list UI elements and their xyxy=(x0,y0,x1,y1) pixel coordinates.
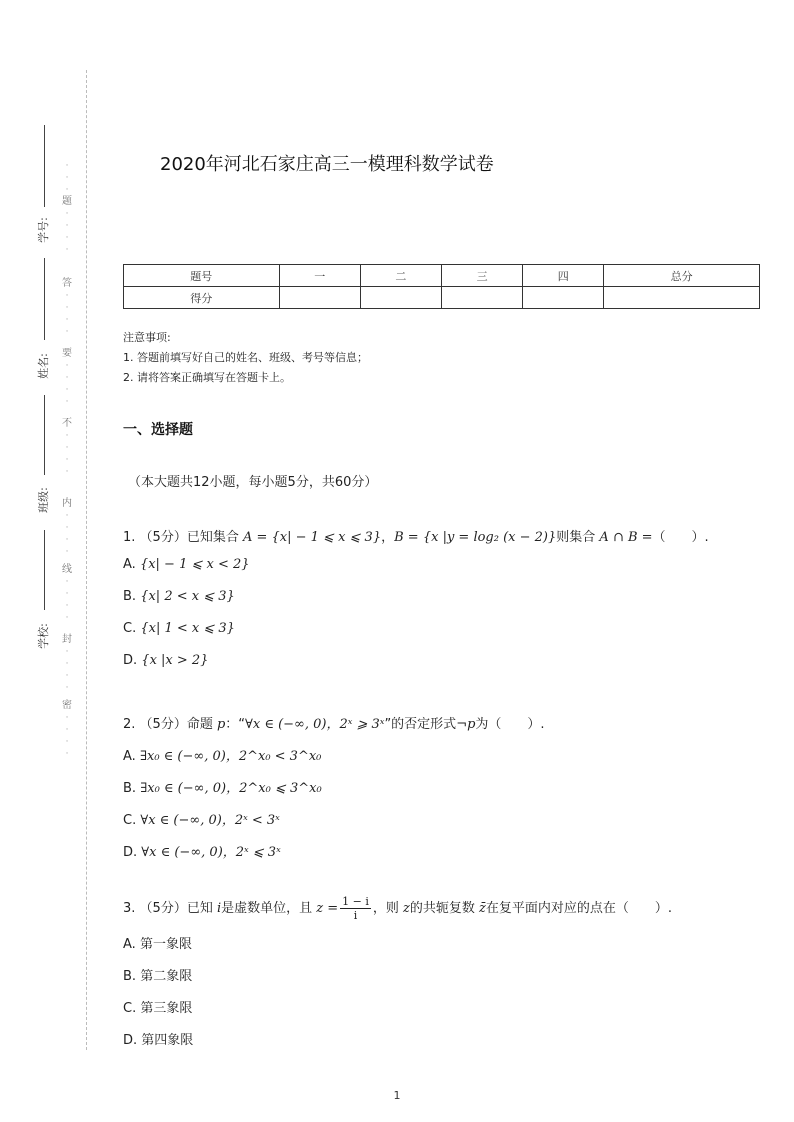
option-label: D. xyxy=(123,653,138,668)
score-row-label: 得分 xyxy=(124,287,280,309)
option-text: {x| 1 < x ⩽ 3} xyxy=(140,621,235,636)
question-number: 3. xyxy=(123,901,136,916)
option-label: A. xyxy=(123,749,136,764)
binding-margin xyxy=(0,0,95,1122)
math-expr: z̄ xyxy=(479,901,486,916)
score-header-cell: 题号 xyxy=(124,265,280,287)
notes-heading: 注意事项: xyxy=(123,331,171,344)
notes-item: 2. 请将答案正确填写在答题卡上。 xyxy=(123,371,291,384)
score-cell xyxy=(441,287,522,309)
score-cell xyxy=(604,287,760,309)
question-2-option-d xyxy=(123,841,281,860)
question-3-option-b xyxy=(123,965,192,984)
student-id-line xyxy=(44,125,45,207)
option-label: C. xyxy=(123,621,137,636)
cut-line xyxy=(86,70,87,1050)
question-1-option-b xyxy=(123,589,235,604)
question-2-option-a xyxy=(123,745,321,764)
score-cell xyxy=(523,287,604,309)
stem-text: （ ）. xyxy=(652,530,709,545)
option-text: {x |x > 2} xyxy=(141,653,209,668)
section-title: 一、选择题 xyxy=(123,422,193,438)
math-expr: ¬p xyxy=(456,717,476,732)
seal-char: 线 xyxy=(62,564,72,575)
fraction-denominator: i xyxy=(353,909,358,922)
math-expr: z xyxy=(403,901,410,916)
class-line xyxy=(44,395,45,475)
score-header-cell: 三 xyxy=(441,265,522,287)
option-text: ∃x₀ ∈ (−∞, 0)，2^x₀ < 3^x₀ xyxy=(139,749,322,764)
option-label: C. xyxy=(123,1001,137,1016)
question-number: 2. xyxy=(123,717,136,732)
score-cell xyxy=(279,287,360,309)
stem-text: （5分）已知集合 xyxy=(139,530,243,545)
option-label: A. xyxy=(123,937,136,952)
school-label: 学校: xyxy=(36,623,50,649)
math-expr: ∀x ∈ (−∞, 0)，2ˣ ⩾ 3ˣ xyxy=(245,717,385,732)
school-line xyxy=(44,530,45,610)
stem-text: 的共轭复数 xyxy=(409,901,480,916)
score-table xyxy=(123,264,760,309)
score-table-header-row xyxy=(124,265,760,287)
seal-char: 题 xyxy=(62,196,72,207)
math-expr: z = xyxy=(316,901,339,916)
option-label: B. xyxy=(123,969,137,984)
seal-char: 内 xyxy=(62,498,72,509)
seal-char: 不 xyxy=(62,418,72,429)
option-text: ∀x ∈ (−∞, 0)，2ˣ ⩽ 3ˣ xyxy=(141,845,281,860)
question-1-option-a xyxy=(123,557,250,572)
question-1-option-c xyxy=(123,621,235,636)
math-expr: A = {x| − 1 ⩽ x ⩽ 3} xyxy=(242,530,382,545)
question-2-stem xyxy=(123,713,545,732)
question-3-option-a xyxy=(123,933,192,952)
option-text: {x| 2 < x ⩽ 3} xyxy=(140,589,235,604)
stem-text: 是虚数单位，且 xyxy=(221,901,317,916)
notes-item: 1. 答题前填写好自己的姓名、班级、考号等信息； xyxy=(123,351,368,364)
option-text: 第三象限 xyxy=(140,1001,193,1016)
seal-char: 密 xyxy=(62,700,72,711)
question-3-option-c xyxy=(123,997,192,1016)
stem-text: 在复平面内对应的点在（ ）. xyxy=(485,901,673,916)
seal-char: 答 xyxy=(62,278,72,289)
question-2-option-c xyxy=(123,809,280,828)
option-label: C. xyxy=(123,813,137,828)
option-label: B. xyxy=(123,781,137,796)
seal-char: 封 xyxy=(62,634,72,645)
option-label: B. xyxy=(123,589,137,604)
option-text: {x| − 1 ⩽ x < 2} xyxy=(139,557,250,572)
seal-line-text: · · · 题 · · · · 答 · · · · 要 · · · · 不 · · · · 内 · · · · 线 · · · · 封 · · · · 密 · · · · xyxy=(62,161,72,759)
question-number: 1. xyxy=(123,530,136,545)
math-expr: B = {x |y = log₂ (x − 2)} xyxy=(394,530,557,545)
option-text: ∃x₀ ∈ (−∞, 0)，2^x₀ ⩽ 3^x₀ xyxy=(140,781,322,796)
option-text: 第四象限 xyxy=(141,1033,194,1048)
math-expr: i xyxy=(216,901,222,916)
option-label: A. xyxy=(123,557,136,572)
score-header-cell: 总分 xyxy=(604,265,760,287)
question-1-option-d xyxy=(123,653,208,668)
math-expr: A ∩ B = xyxy=(599,530,653,545)
score-header-cell: 一 xyxy=(279,265,360,287)
score-table-score-row xyxy=(124,287,760,309)
question-3-stem xyxy=(123,895,672,922)
stem-text: ，则 xyxy=(372,901,404,916)
stem-text: ：“ xyxy=(225,717,246,732)
option-label: D. xyxy=(123,1033,138,1048)
student-id-label: 学号: xyxy=(36,217,50,243)
seal-char: 要 xyxy=(62,348,72,359)
score-header-cell: 二 xyxy=(360,265,441,287)
notes xyxy=(123,328,368,388)
exam-title: 2020年河北石家庄高三一模理科数学试卷 xyxy=(160,154,494,175)
option-text: 第一象限 xyxy=(139,937,192,952)
score-header-cell: 四 xyxy=(523,265,604,287)
page-number: 1 xyxy=(393,1089,401,1102)
name-line xyxy=(44,258,45,340)
score-cell xyxy=(360,287,441,309)
question-1-stem xyxy=(123,526,709,545)
question-3-option-d xyxy=(123,1029,193,1048)
stem-text: 则集合 xyxy=(556,530,600,545)
math-expr: p xyxy=(216,717,226,732)
name-label: 姓名: xyxy=(36,353,50,379)
option-label: D. xyxy=(123,845,138,860)
section-info: （本大题共12小题，每小题5分，共60分） xyxy=(128,475,378,490)
fraction-numerator: 1 − i xyxy=(342,895,369,908)
class-label: 班级: xyxy=(36,487,50,513)
question-2-option-b xyxy=(123,777,322,796)
option-text: ∀x ∈ (−∞, 0)，2ˣ < 3ˣ xyxy=(140,813,280,828)
option-text: 第二象限 xyxy=(140,969,193,984)
stem-text: 为（ ）. xyxy=(475,717,545,732)
stem-text: （5分）已知 xyxy=(139,901,217,916)
fraction xyxy=(340,895,371,922)
stem-text: ”的否定形式 xyxy=(384,717,457,732)
stem-text: （5分）命题 xyxy=(139,717,217,732)
stem-text: ， xyxy=(381,530,395,545)
